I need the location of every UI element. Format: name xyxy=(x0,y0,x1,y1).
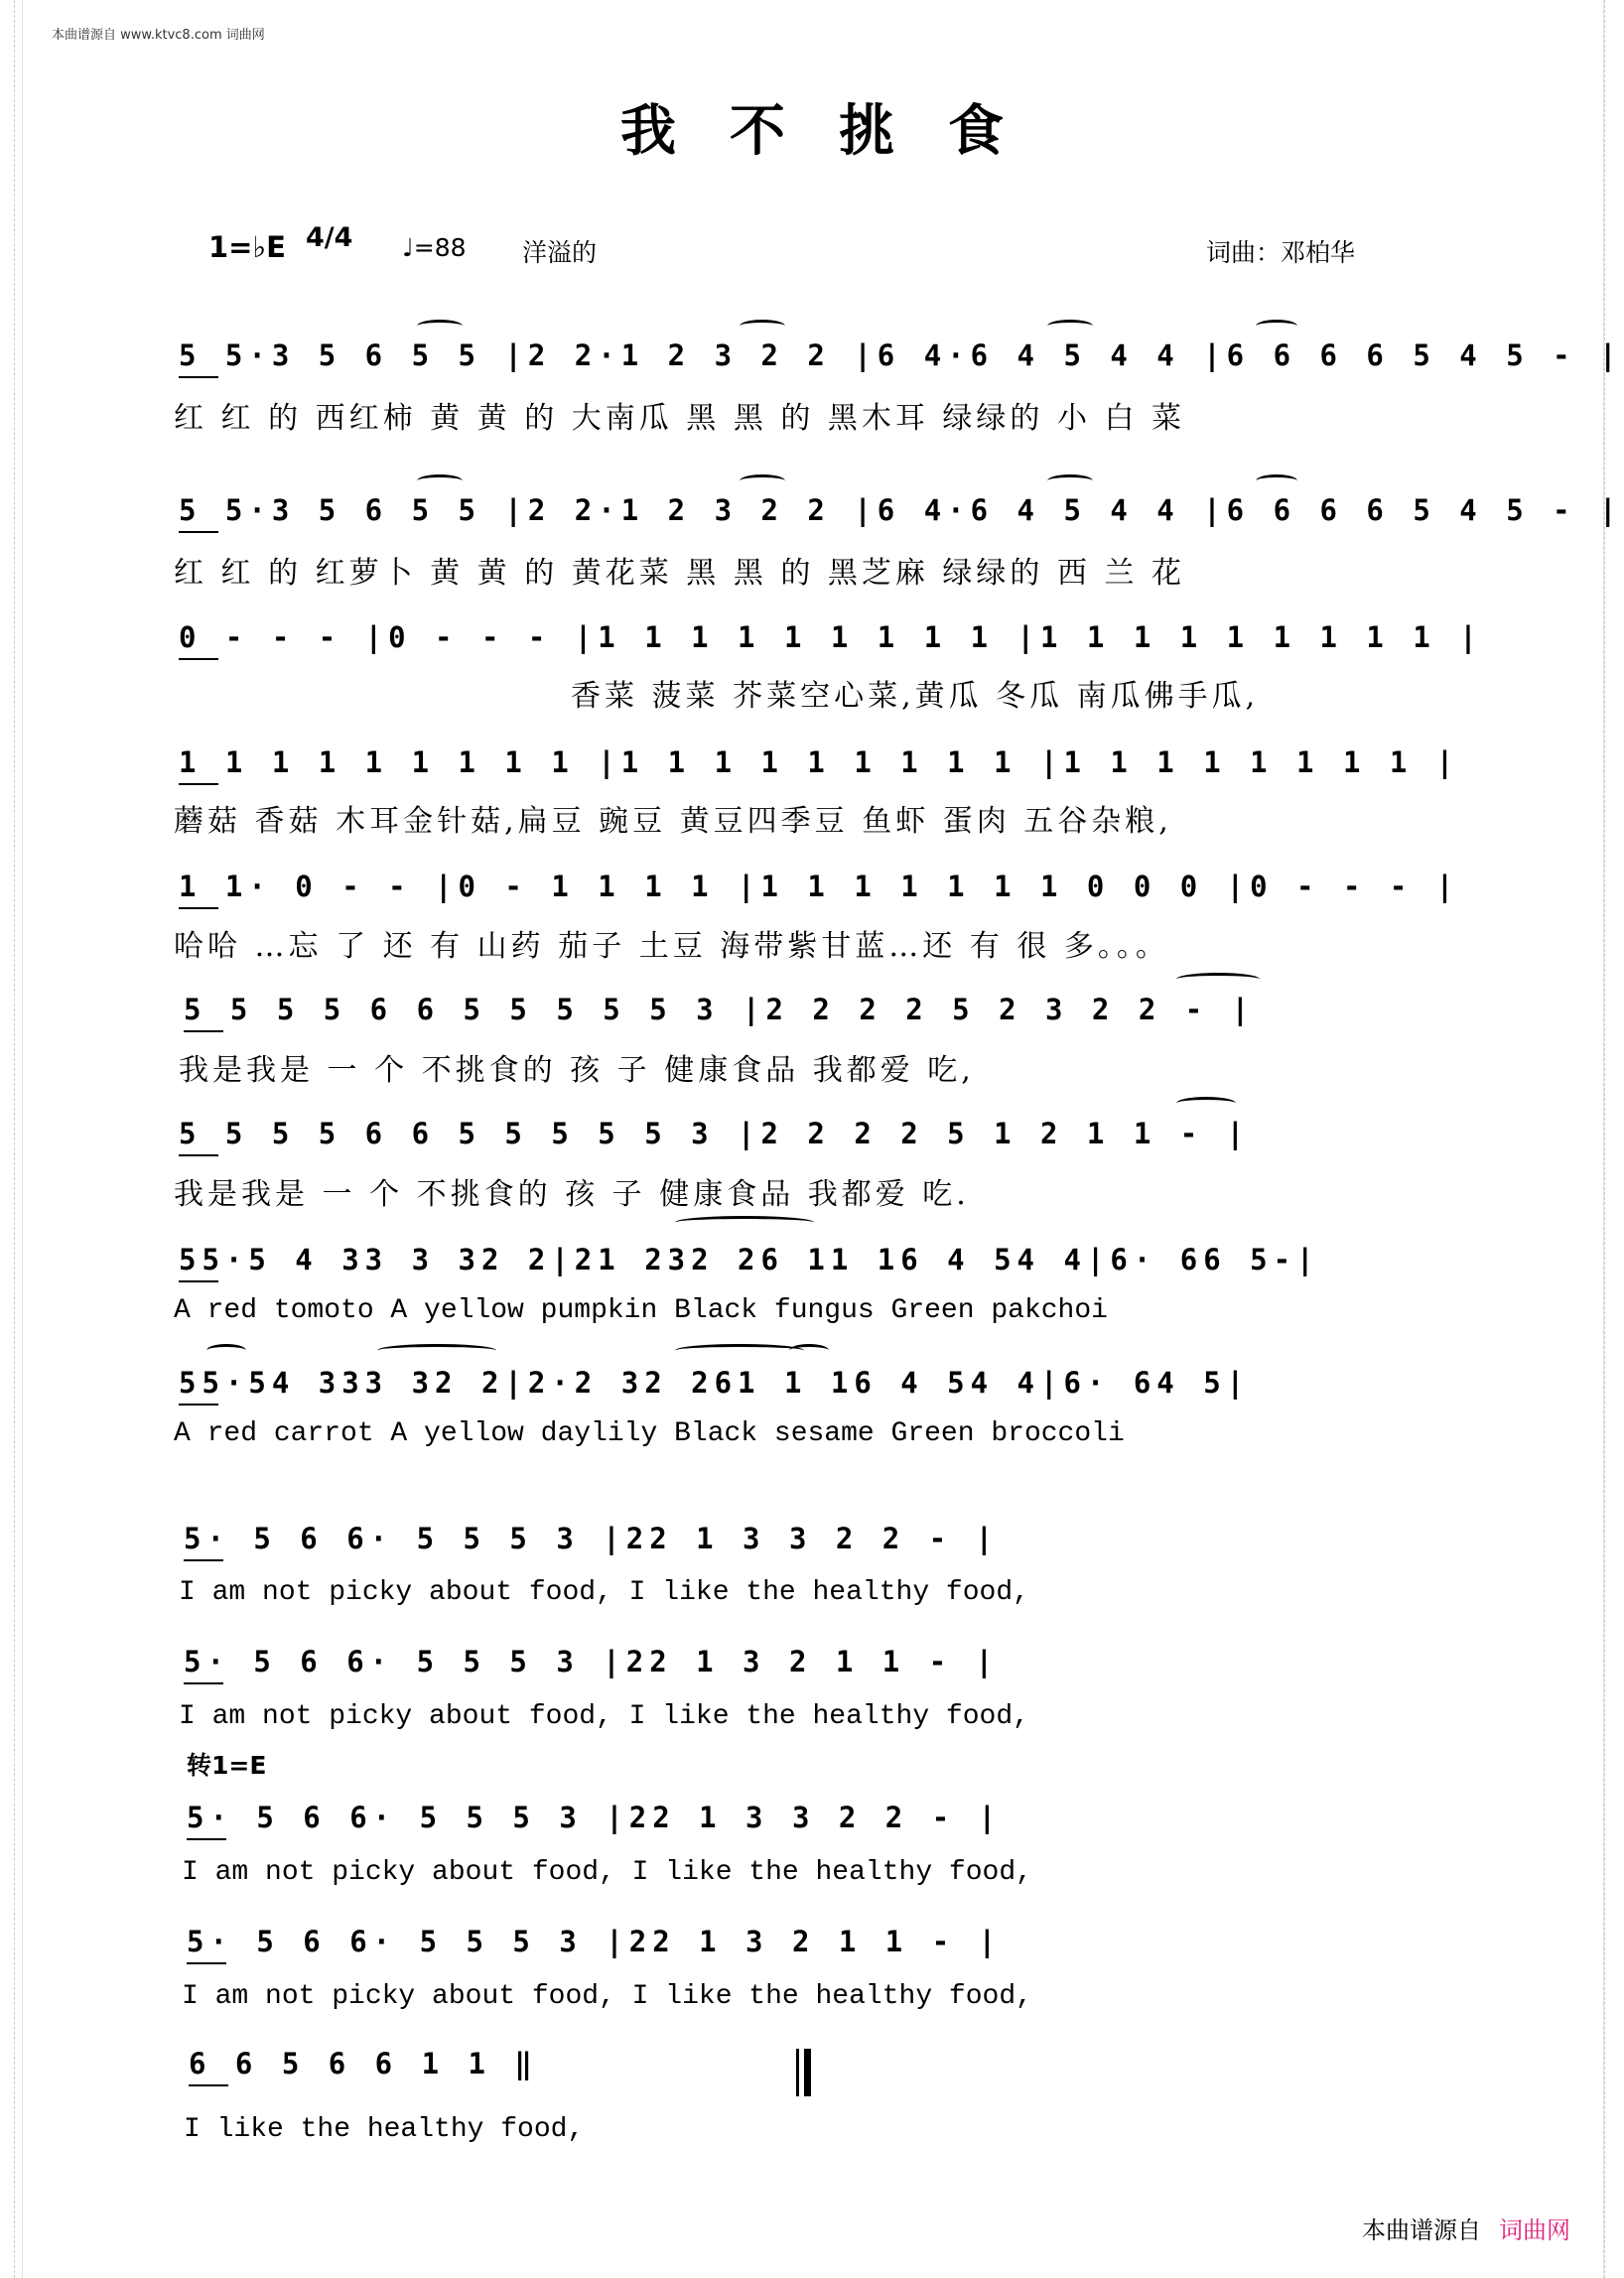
underline-beam xyxy=(179,1154,218,1156)
key-signature: 1=♭E xyxy=(208,230,286,264)
lyric-row: I am not picky about food, I like the healthy food, xyxy=(182,1981,1032,2012)
tempo-marking: ♩=88 xyxy=(402,233,467,262)
notation-row: 5 5·3 5 6 5 5 |2 2·1 2 3 2 2 |6 4·6 4 5 4 4 |6 6 6 6 5 4 5 - | xyxy=(179,338,1623,372)
underline-beam xyxy=(179,1404,218,1406)
slur-mark xyxy=(1256,474,1297,487)
lyric-row: I am not picky about food, I like the healthy food, xyxy=(182,1857,1032,1888)
underline-beam xyxy=(187,1962,226,1964)
slur-mark xyxy=(675,1216,814,1229)
slur-mark xyxy=(1176,1097,1236,1110)
notation-row: 5· 5 6 6· 5 5 5 3 |22 1 3 3 2 2 - | xyxy=(187,1801,1003,1834)
slur-mark xyxy=(417,474,463,487)
slur-mark xyxy=(789,1344,829,1357)
underline-beam xyxy=(184,1682,223,1684)
notation-row: 5· 5 6 6· 5 5 5 3 |22 1 3 2 1 1 - | xyxy=(184,1645,1000,1678)
left-margin-strip xyxy=(0,0,15,2278)
lyric-row: I am not picky about food, I like the healthy food, xyxy=(179,1577,1029,1608)
lyric-row: A red tomoto A yellow pumpkin Black fungus Green pakchoi xyxy=(174,1295,1108,1326)
notation-row: 5· 5 6 6· 5 5 5 3 |22 1 3 2 1 1 - | xyxy=(187,1925,1003,1958)
final-barline-thin xyxy=(796,2049,799,2096)
slur-mark xyxy=(206,1344,246,1357)
underline-beam xyxy=(187,1838,226,1840)
lyric-row: 红 红 的 西红柿 黄 黄 的 大南瓜 黑 黑 的 黑木耳 绿绿的 小 白 菜 xyxy=(174,401,1186,436)
slur-mark xyxy=(740,474,785,487)
notation-row: 0 - - - |0 - - - |1 1 1 1 1 1 1 1 1 |1 1 1 1 1 1 1 1 1 | xyxy=(179,620,1483,654)
underline-beam xyxy=(179,376,218,378)
notation-row: 5· 5 6 6· 5 5 5 3 |22 1 3 3 2 2 - | xyxy=(184,1522,1000,1555)
underline-beam xyxy=(184,1030,223,1032)
underline-beam xyxy=(179,531,218,533)
slur-mark xyxy=(1047,320,1093,333)
lyric-row: 哈哈 …忘 了 还 有 山药 茄子 土豆 海带紫甘蓝…还 有 很 多。。。 xyxy=(174,929,1169,964)
underline-beam xyxy=(189,2084,228,2086)
slur-mark xyxy=(1047,474,1093,487)
lyric-row: I like the healthy food, xyxy=(184,2114,585,2145)
lyric-row: 我是我是 一 个 不挑食的 孩 子 健康食品 我都爱 吃. xyxy=(174,1177,970,1212)
notation-row: 55·54 333 32 2|2·2 32 261 1 16 4 54 4|6· 64 5| xyxy=(179,1366,1251,1400)
lyric-row: I am not picky about food, I like the healthy food, xyxy=(179,1701,1029,1732)
underline-beam xyxy=(179,783,218,785)
composer-credit: 词曲：邓柏华 xyxy=(1206,238,1356,267)
underline-beam xyxy=(179,658,218,660)
notation-row: 1 1· 0 - - |0 - 1 1 1 1 |1 1 1 1 1 1 1 0 0 0 |0 - - - | xyxy=(179,870,1460,903)
slur-mark xyxy=(740,320,785,333)
slur-mark xyxy=(1176,973,1260,986)
notation-row: 5 5 5 5 6 6 5 5 5 5 5 3 |2 2 2 2 5 2 3 2 2 - | xyxy=(184,993,1256,1026)
slur-mark xyxy=(1256,320,1297,333)
lyric-row: 红 红 的 红萝卜 黄 黄 的 黄花菜 黑 黑 的 黑芝麻 绿绿的 西 兰 花 xyxy=(174,556,1186,591)
underline-beam xyxy=(184,1559,223,1561)
slur-mark xyxy=(675,1344,804,1357)
footer-source: 本曲谱源自 xyxy=(1362,2216,1481,2244)
underline-beam xyxy=(179,907,218,909)
underline-beam xyxy=(179,1280,218,1282)
source-header[interactable]: 本曲谱源自 www.ktvc8.com 词曲网 xyxy=(52,28,265,43)
slur-mark xyxy=(377,1344,496,1357)
notation-row: 5 5 5 5 6 6 5 5 5 5 5 3 |2 2 2 2 5 1 2 1 1 - | xyxy=(179,1117,1251,1150)
notation-row: 5 5·3 5 6 5 5 |2 2·1 2 3 2 2 |6 4·6 4 5 4 4 |6 6 6 6 5 4 5 - | xyxy=(179,493,1623,527)
song-title: 我不挑食 xyxy=(620,98,1057,164)
expression-marking: 洋溢的 xyxy=(522,238,598,267)
lyric-row: 我是我是 一 个 不挑食的 孩 子 健康食品 我都爱 吃, xyxy=(179,1053,975,1088)
notation-row: 1 1 1 1 1 1 1 1 1 |1 1 1 1 1 1 1 1 1 |1 1 1 1 1 1 1 1 | xyxy=(179,745,1460,779)
slur-mark xyxy=(417,320,463,333)
lyric-row: A red carrot A yellow daylily Black sesame Green broccoli xyxy=(174,1418,1125,1449)
notation-row: 6 6 5 6 6 1 1 ‖ xyxy=(189,2047,538,2080)
final-barline-thick xyxy=(804,2049,811,2096)
notation-row: 55·5 4 33 3 32 2|21 232 26 11 16 4 54 4|6· 66 5-| xyxy=(179,1243,1320,1276)
key-change: 转1=E xyxy=(187,1751,267,1780)
lyric-row: 香菜 菠菜 芥菜空心菜,黄瓜 冬瓜 南瓜佛手瓜, xyxy=(571,679,1260,714)
lyric-row: 蘑菇 香菇 木耳金针菇,扁豆 豌豆 黄豆四季豆 鱼虾 蛋肉 五谷杂粮, xyxy=(174,804,1172,839)
time-signature: 4/4 xyxy=(306,222,353,253)
footer-site-link[interactable]: 词曲网 xyxy=(1499,2216,1570,2244)
